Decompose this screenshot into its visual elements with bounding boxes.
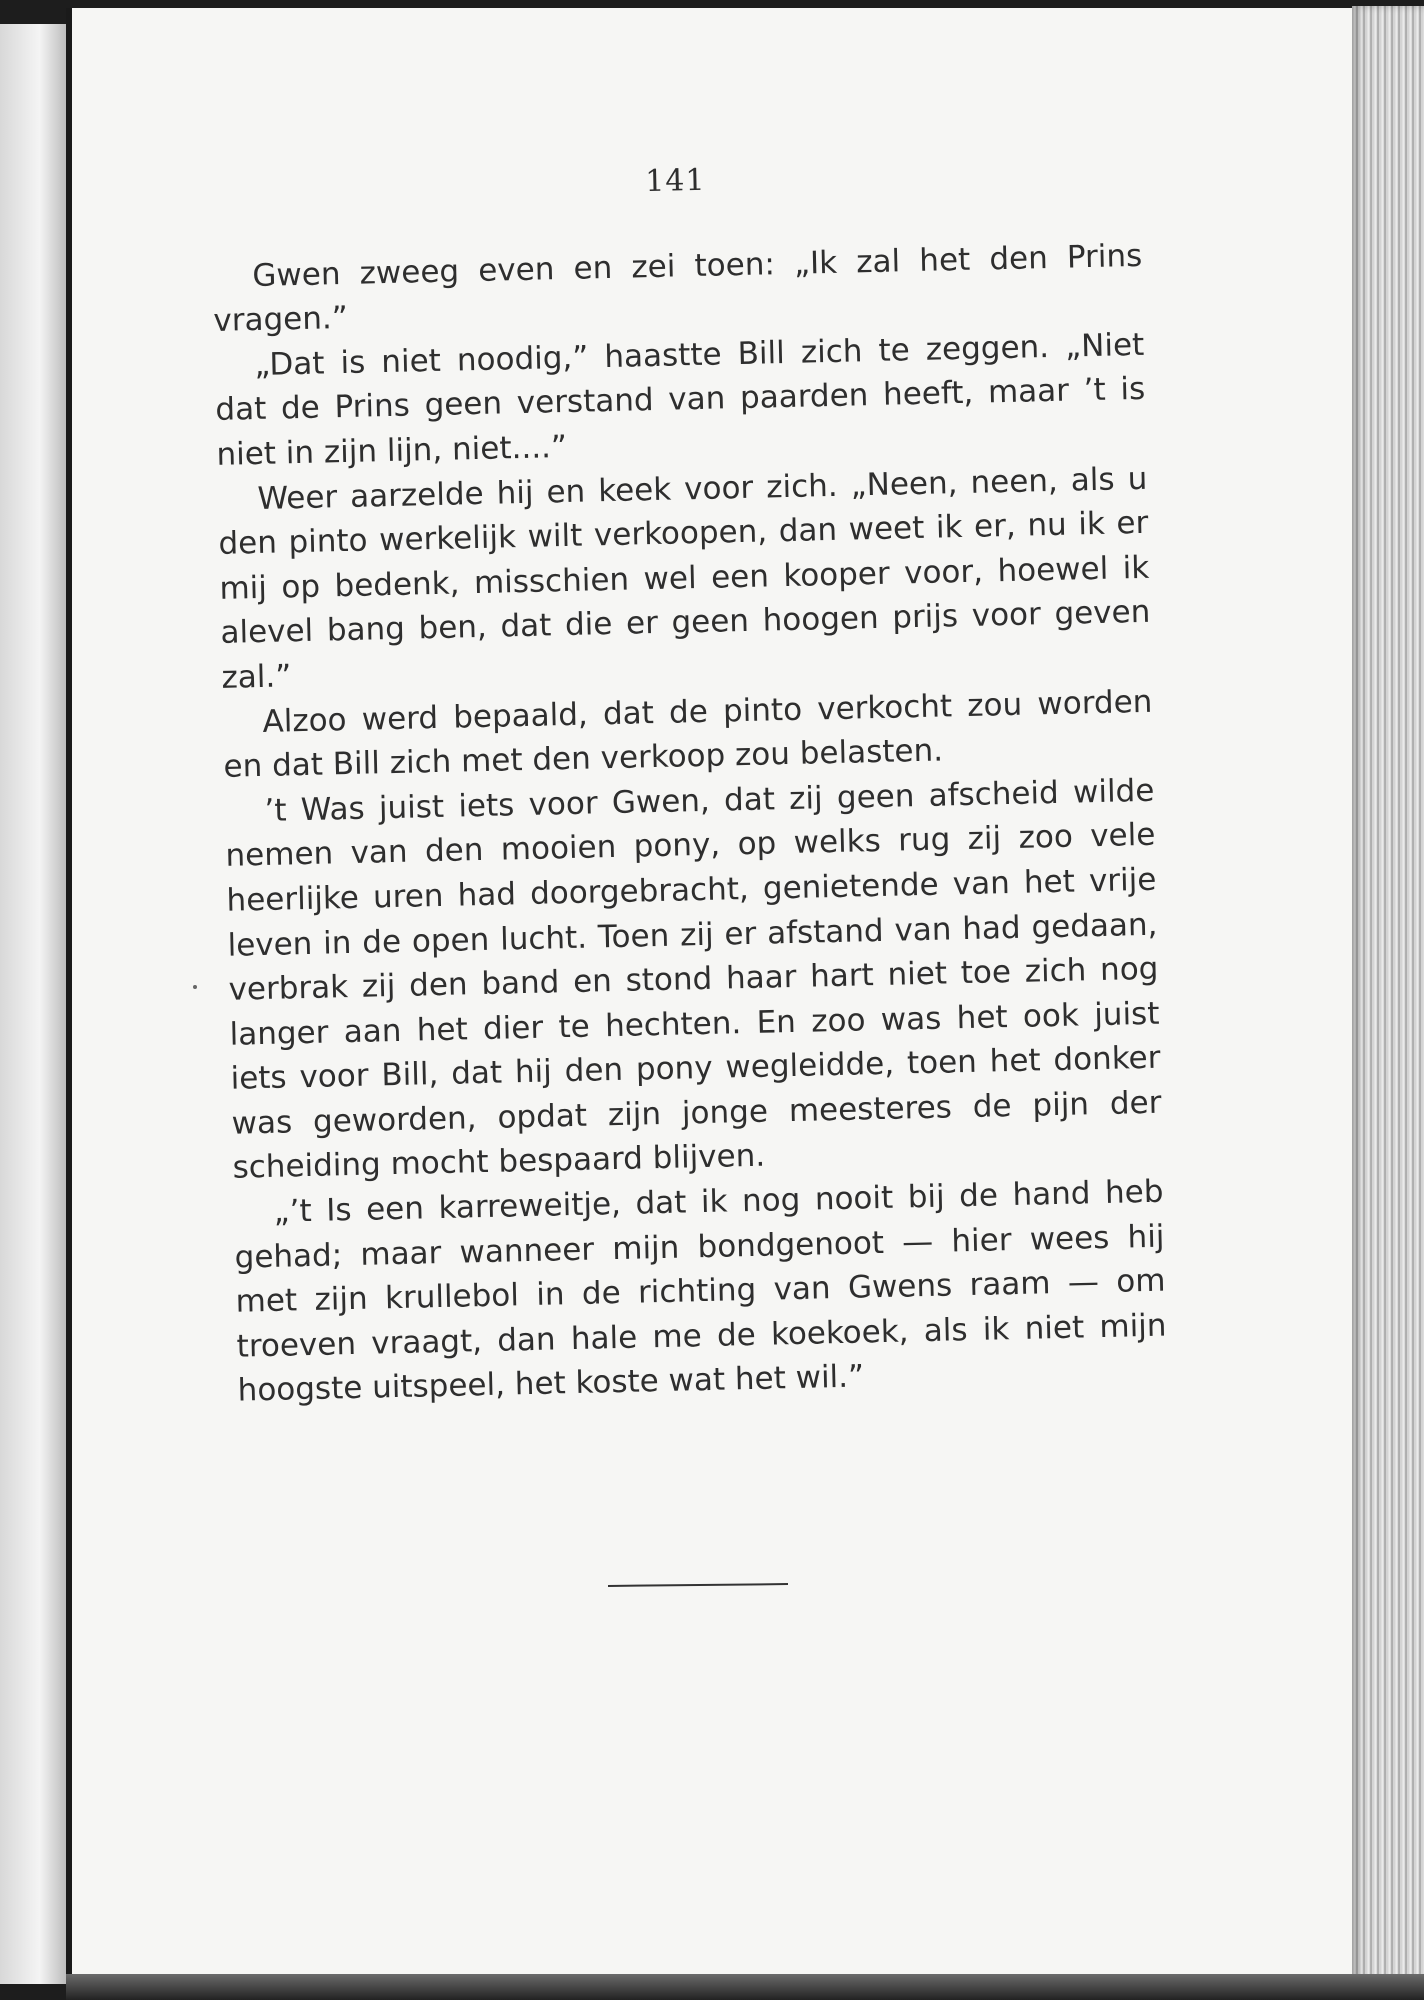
stray-mark: [193, 985, 197, 989]
paragraph: Alzoo werd bepaald, dat de pinto verkocht zou worden en dat Bill zich met den verkoop zou belasten.: [223, 683, 1153, 785]
bottom-shadow: [66, 1974, 1424, 2000]
text-block: [210, 149, 1168, 1414]
paragraph: „’t Is een karreweitje, dat ik nog nooit bij de hand heb gehad; maar wanneer mijn bondgenoot — hier wees hij met zijn krullebol in de richting van Gwens raam — om troeven vraagt, dan hale me de koekoek, als ik niet mijn hoogste uitspeel, het koste wat het wil.”: [234, 1173, 1167, 1410]
left-page-edge: [0, 24, 66, 1984]
paragraph: „Dat is niet noodig,” haastte Bill zich te zeggen. „Niet dat de Prins geen verstand van paarden heeft, maar ’t is niet in zijn lijn, niet....”: [215, 326, 1146, 473]
paragraph: ’t Was juist iets voor Gwen, dat zij geen afscheid wilde nemen van den mooien pony, op welks rug zij zoo vele heerlijke uren had doorgebracht, genietende van het vrije leven in de open lucht. Toen zij er afstand van had gedaan, verbrak zij den band en stond haar hart niet toe zich nog langer aan het dier te hechten. En zoo was het ook juist iets voor Bill, dat hij den pony wegleidde, toen het donker was geworden, opdat zijn jonge meesteres de pijn der scheiding mocht bespaard blijven.: [225, 772, 1162, 1187]
page-stack-edges: [1352, 6, 1424, 1982]
paragraph: Gwen zweeg even en zei toen: „Ik zal het den Prins vragen.”: [213, 237, 1143, 340]
paragraph: Weer aarzelde hij en keek voor zich. „Neen, neen, als u den pinto werkelijk wilt verkoopen, dan weet ik er, nu ik er mij op bedenk, misschien wel een kooper voor, hoewel ik alevel bang ben, dat die er geen hoogen prijs voor geven zal.”: [218, 460, 1151, 696]
page-number: 141: [644, 162, 706, 200]
